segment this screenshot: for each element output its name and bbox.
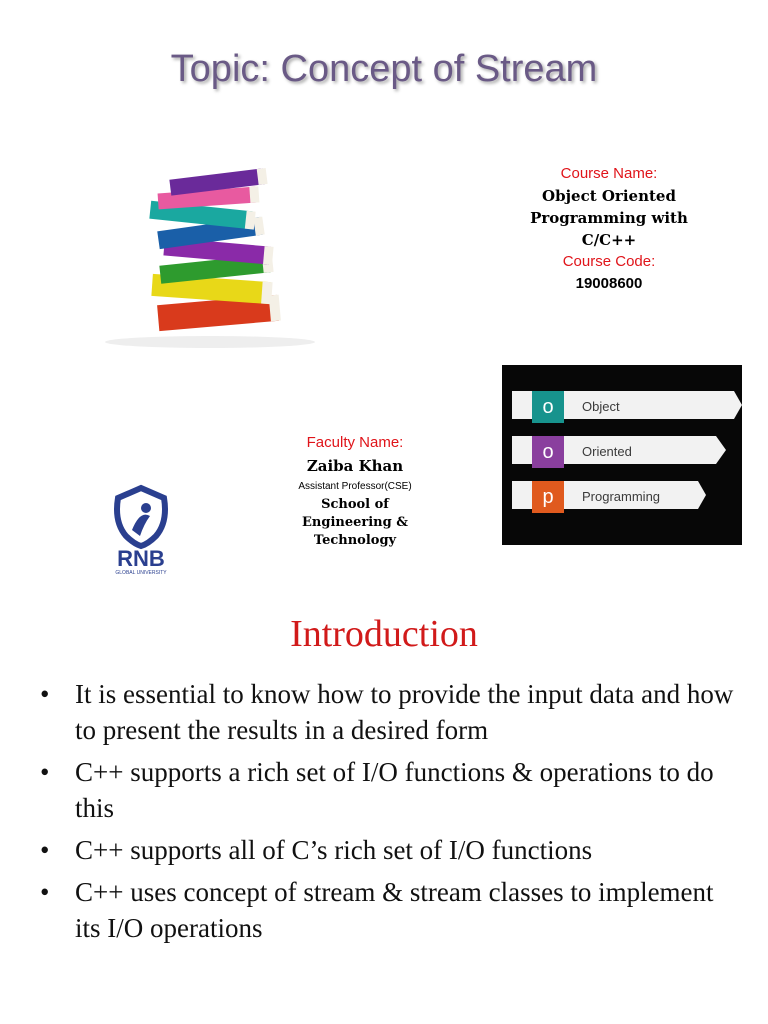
oop-graphic: [502, 365, 742, 545]
oop-word-oriented: Oriented: [582, 444, 632, 459]
course-name-label: Course Name:: [560, 165, 658, 182]
bullet-dot-icon: •: [40, 679, 50, 709]
bullet-text: C++ supports all of C’s rich set of I/O functions: [75, 835, 593, 865]
bullet-item: [40, 874, 740, 946]
faculty-school-line: School of: [321, 497, 389, 512]
oop-word-programming: Programming: [582, 489, 661, 504]
book-stack-image: [100, 160, 320, 355]
course-name-line: Programming with: [530, 209, 688, 227]
rnb-university-logo: [104, 484, 178, 576]
bullet-dot-icon: •: [40, 757, 50, 787]
course-info: [500, 163, 718, 295]
bullet-dot-icon: •: [40, 877, 50, 907]
slide-title: Topic: Concept of Stream: [170, 48, 598, 90]
bullet-dot-icon: •: [40, 835, 50, 865]
course-name-line: C/C++: [581, 231, 637, 249]
bullet-item: [40, 754, 740, 826]
intro-heading: Introduction: [290, 613, 478, 655]
oop-letter-o: o: [532, 436, 564, 468]
course-code: 19008600: [575, 275, 643, 292]
svg-text:GLOBAL UNIVERSITY: GLOBAL UNIVERSITY: [115, 570, 167, 576]
bullet-text: C++ uses concept of stream & stream classes to implement its I/O operations: [75, 877, 714, 943]
faculty-role: Assistant Professor(CSE): [298, 481, 412, 492]
bullet-text: C++ supports a rich set of I/O functions & operations to do this: [75, 757, 714, 823]
faculty-school-line: Technology: [313, 533, 397, 548]
faculty-info: [270, 432, 440, 550]
faculty-name: Zaiba Khan: [306, 457, 404, 475]
oop-word-object: Object: [582, 399, 620, 414]
oop-letter-p: p: [532, 481, 564, 513]
bullet-item: [40, 832, 740, 868]
bullet-text: It is essential to know how to provide the input data and how to present the results in a desired form: [75, 679, 734, 745]
intro-bullet-list: [40, 676, 740, 952]
course-code-label: Course Code:: [562, 253, 656, 270]
svg-text:RNB: RNB: [117, 546, 165, 571]
course-name-line: Object Oriented: [542, 187, 676, 205]
bullet-item: [40, 676, 740, 748]
faculty-label: Faculty Name:: [306, 434, 404, 451]
faculty-school-line: Engineering &: [302, 515, 408, 530]
oop-letter-o: o: [532, 391, 564, 423]
